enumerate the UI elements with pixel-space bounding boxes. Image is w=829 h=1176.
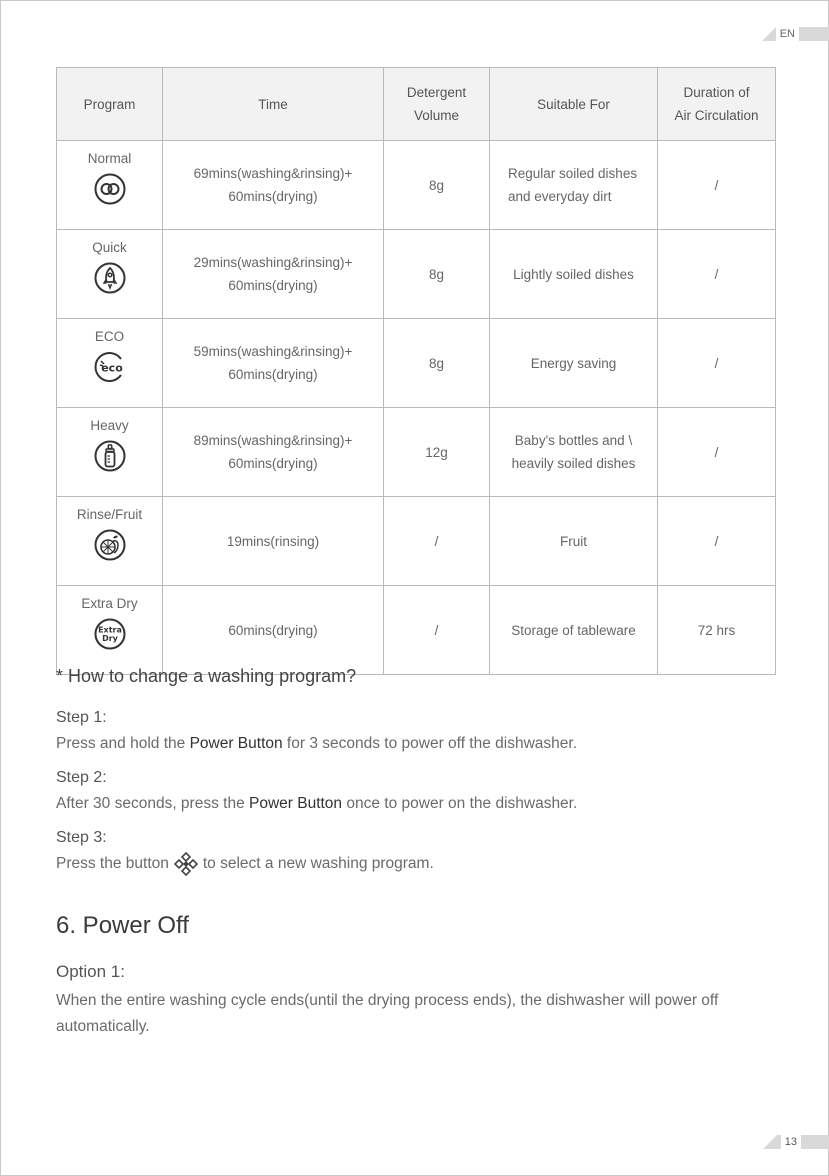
table-row bbox=[57, 408, 776, 497]
fruit-icon bbox=[94, 529, 126, 561]
step2-label: Step 2: bbox=[56, 769, 107, 786]
time-line2: 60mins(drying) bbox=[228, 189, 318, 204]
power-button-term: Power Button bbox=[189, 735, 283, 752]
detergent-cell: 12g bbox=[384, 408, 490, 497]
program-cell bbox=[57, 497, 163, 586]
time-line2: 60mins(drying) bbox=[228, 456, 318, 471]
program-table bbox=[56, 67, 776, 675]
time-cell bbox=[163, 141, 384, 230]
header-detergent-line2: Volume bbox=[413, 108, 460, 123]
time-cell bbox=[163, 586, 384, 675]
program-name: Normal bbox=[87, 151, 132, 166]
time-line1: 59mins(washing&rinsing)+ bbox=[193, 344, 353, 359]
normal-cycle-icon bbox=[94, 173, 126, 205]
suitable-line1: Storage of tableware bbox=[511, 622, 636, 638]
program-name: Rinse/Fruit bbox=[76, 507, 143, 522]
suitable-cell bbox=[490, 141, 658, 230]
step1-post: for 3 seconds to power off the dishwasher. bbox=[282, 735, 578, 752]
duration-cell: 72 hrs bbox=[658, 586, 776, 675]
option1-label: Option 1: bbox=[56, 962, 125, 981]
time-line1: 89mins(washing&rinsing)+ bbox=[193, 433, 353, 448]
header-duration bbox=[658, 68, 776, 141]
power-off-title: 6. Power Off bbox=[56, 912, 189, 939]
step1-text bbox=[56, 735, 776, 753]
option1-text: When the entire washing cycle ends(until the drying process ends), the dishwasher will power off automatically. bbox=[56, 992, 719, 1035]
duration-cell: / bbox=[658, 141, 776, 230]
step3-text bbox=[56, 851, 776, 877]
header-duration-line1: Duration of bbox=[683, 85, 750, 100]
step1-pre: Press and hold the bbox=[56, 735, 190, 752]
step2-post: once to power on the dishwasher. bbox=[342, 795, 578, 812]
program-cell bbox=[57, 586, 163, 675]
header-detergent bbox=[384, 68, 490, 141]
program-name: Quick bbox=[92, 240, 127, 255]
eco-icon bbox=[94, 351, 126, 383]
detergent-cell: 8g bbox=[384, 141, 490, 230]
program-cell bbox=[57, 319, 163, 408]
detergent-cell: / bbox=[384, 497, 490, 586]
table-row bbox=[57, 586, 776, 675]
baby-bottle-icon bbox=[94, 440, 126, 472]
suitable-cell bbox=[490, 586, 658, 675]
rocket-icon bbox=[94, 262, 126, 294]
step3-post: to select a new washing program. bbox=[202, 855, 434, 873]
svg-text:eco: eco bbox=[100, 361, 123, 375]
time-cell bbox=[163, 319, 384, 408]
suitable-cell bbox=[490, 497, 658, 586]
time-line2: 60mins(drying) bbox=[228, 367, 318, 382]
program-name: Extra Dry bbox=[81, 596, 138, 611]
suitable-line1: Regular soiled dishes bbox=[508, 166, 638, 181]
duration-cell: / bbox=[658, 230, 776, 319]
program-cell bbox=[57, 408, 163, 497]
extra-dry-icon-text-line1: Extra bbox=[97, 625, 122, 635]
time-line1: 29mins(washing&rinsing)+ bbox=[193, 255, 353, 270]
step1-label: Step 1: bbox=[56, 709, 107, 726]
language-label: EN bbox=[776, 27, 799, 41]
header-program: Program bbox=[57, 68, 163, 141]
extra-dry-icon-text-line2: Dry bbox=[101, 634, 118, 643]
header-duration-line2: Air Circulation bbox=[674, 108, 759, 123]
time-line1: 19mins(rinsing) bbox=[226, 533, 320, 549]
table-row bbox=[57, 230, 776, 319]
suitable-line1: Fruit bbox=[560, 533, 587, 549]
detergent-cell: 8g bbox=[384, 230, 490, 319]
program-name: Heavy bbox=[90, 418, 129, 433]
step3-label: Step 3: bbox=[56, 829, 107, 846]
suitable-line1: Lightly soiled dishes bbox=[513, 266, 634, 282]
suitable-line2: heavily soiled dishes bbox=[511, 456, 636, 471]
detergent-cell: / bbox=[384, 586, 490, 675]
program-select-icon bbox=[173, 851, 199, 877]
program-cell bbox=[57, 230, 163, 319]
power-button-term: Power Button bbox=[249, 795, 343, 812]
table-header-row bbox=[57, 68, 776, 141]
time-cell bbox=[163, 408, 384, 497]
program-name: ECO bbox=[94, 329, 125, 344]
suitable-cell bbox=[490, 408, 658, 497]
detergent-cell: 8g bbox=[384, 319, 490, 408]
extra-dry-icon bbox=[94, 618, 126, 650]
duration-cell: / bbox=[658, 319, 776, 408]
time-line1: 60mins(drying) bbox=[228, 622, 318, 638]
suitable-line2: and everyday dirt bbox=[508, 189, 612, 204]
suitable-cell bbox=[490, 230, 658, 319]
language-tab bbox=[762, 27, 829, 41]
suitable-line1: Baby's bottles and \ bbox=[514, 433, 633, 448]
table-row bbox=[57, 319, 776, 408]
header-suitable: Suitable For bbox=[490, 68, 658, 141]
table-row bbox=[57, 497, 776, 586]
header-time: Time bbox=[163, 68, 384, 141]
header-detergent-line1: Detergent bbox=[406, 85, 467, 100]
duration-cell: / bbox=[658, 497, 776, 586]
duration-cell: / bbox=[658, 408, 776, 497]
step3-pre: Press the button bbox=[56, 855, 169, 873]
time-cell bbox=[163, 497, 384, 586]
page-number: 13 bbox=[781, 1135, 801, 1149]
program-cell bbox=[57, 141, 163, 230]
page-number-tab bbox=[763, 1135, 829, 1149]
step2-pre: After 30 seconds, press the bbox=[56, 795, 249, 812]
time-cell bbox=[163, 230, 384, 319]
suitable-cell bbox=[490, 319, 658, 408]
time-line1: 69mins(washing&rinsing)+ bbox=[193, 166, 353, 181]
suitable-line1: Energy saving bbox=[530, 355, 617, 371]
step2-text bbox=[56, 795, 776, 813]
time-line2: 60mins(drying) bbox=[228, 278, 318, 293]
how-to-heading: * How to change a washing program? bbox=[56, 666, 357, 686]
table-row bbox=[57, 141, 776, 230]
